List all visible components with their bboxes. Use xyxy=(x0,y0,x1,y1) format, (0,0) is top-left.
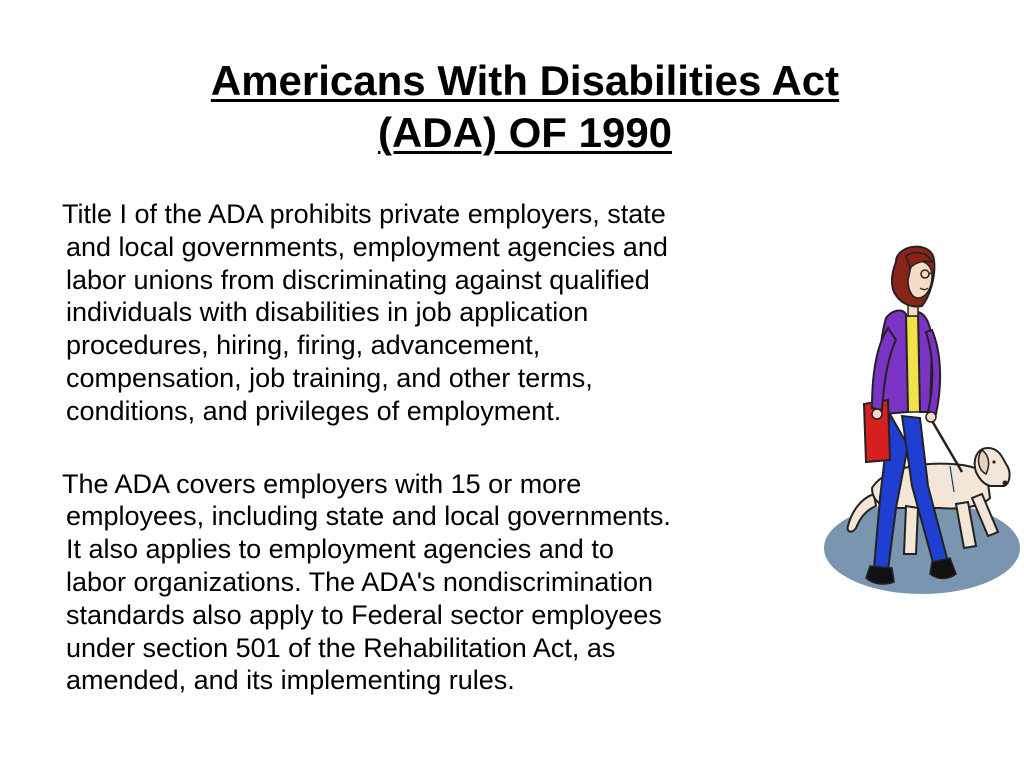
text-line: under section 501 of the Rehabilitation Act, as xyxy=(66,632,616,663)
slide-title xyxy=(100,55,950,159)
text-line: Title I of the ADA prohibits private employers, state xyxy=(62,199,666,229)
text-line: It also applies to employment agencies and to xyxy=(66,534,614,565)
text-line: The ADA covers employers with 15 or more xyxy=(62,468,582,499)
text-line: labor unions from discriminating against qualified xyxy=(66,264,650,295)
paragraph-title-one xyxy=(62,198,852,428)
text-line: employees, including state and local governments. xyxy=(66,501,671,532)
text-line: labor organizations. The ADA's nondiscrimination xyxy=(66,566,653,597)
woman-with-guide-dog-icon xyxy=(822,236,1024,606)
paragraph-ada-coverage xyxy=(62,468,852,698)
text-line: standards also apply to Federal sector employees xyxy=(66,599,662,630)
text-line: procedures, hiring, firing, advancement, xyxy=(66,330,541,361)
slide-body xyxy=(62,198,852,697)
text-line: and local governments, employment agencies and xyxy=(66,231,668,262)
slide-title-line-1: Americans With Disabilities Act xyxy=(210,57,840,104)
text-line: conditions, and privileges of employment. xyxy=(66,395,562,426)
text-line: amended, and its implementing rules. xyxy=(66,665,515,696)
slide-title-line-2: (ADA) OF 1990 xyxy=(377,109,673,156)
text-line: compensation, job training, and other terms, xyxy=(66,362,593,393)
text-line: individuals with disabilities in job application xyxy=(66,297,589,328)
